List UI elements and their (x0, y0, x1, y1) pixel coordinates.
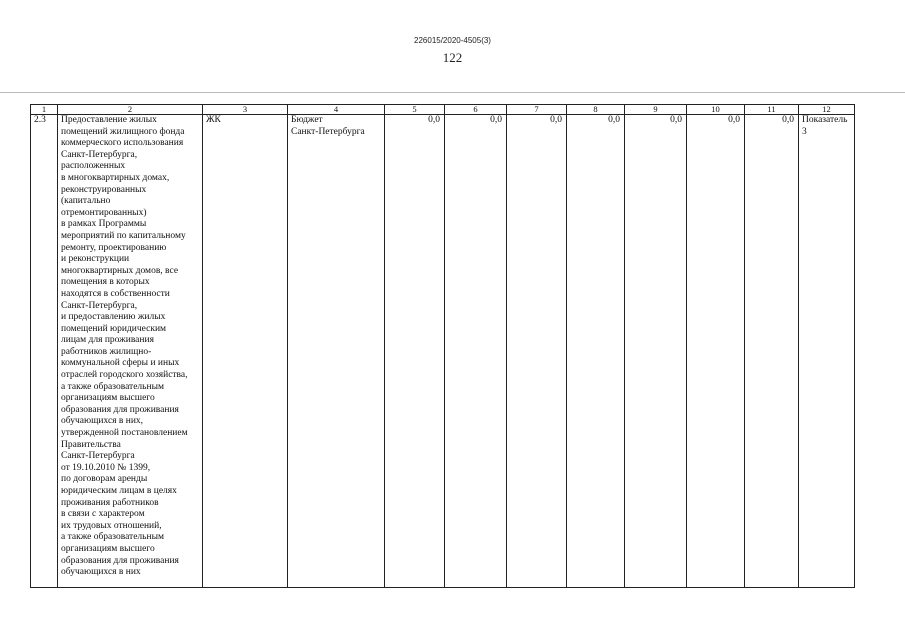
description-line: проживания работников (61, 497, 159, 508)
description-line: Санкт-Петербурга, (61, 149, 138, 160)
program-table (30, 104, 855, 588)
description-line: а также образовательным (61, 532, 164, 543)
description-line: многоквартирных домов, все (61, 265, 179, 276)
column-header-7: 7 (507, 105, 567, 115)
description-line: мероприятий по капитальному (61, 230, 186, 241)
description-line: (капитально (61, 196, 111, 207)
description-line: и реконструкции (61, 254, 130, 265)
description-line: Предоставление жилых (61, 115, 157, 125)
description-line: образования для проживания (61, 404, 179, 415)
description-line: отраслей городского хозяйства, (61, 370, 188, 381)
value-col-11: 0,0 (745, 115, 799, 588)
value-col-9: 0,0 (625, 115, 687, 588)
description-line: помещения в которых (61, 277, 150, 288)
description-line: организациям высшего (61, 393, 155, 404)
item-number: 2.3 (31, 115, 58, 588)
description-line: по договорам аренды (61, 474, 148, 485)
description-line: юридическим лицам в целях (61, 486, 177, 496)
value-col-6: 0,0 (445, 115, 507, 588)
description-line: организациям высшего (61, 543, 155, 554)
description-line: в связи с характером (61, 509, 145, 520)
funding-source-line-2: Санкт-Петербурга (291, 126, 365, 137)
column-header-9: 9 (625, 105, 687, 115)
column-header-2: 2 (58, 105, 203, 115)
description-line: в рамках Программы (61, 219, 147, 230)
funding-source-line-1: Бюджет (291, 115, 323, 125)
description-line: ремонту, проектированию (61, 242, 167, 253)
table-row (31, 115, 855, 588)
description-line: работников жилищно- (61, 346, 152, 357)
column-header-10: 10 (687, 105, 745, 115)
description-line: обучающихся в них, (61, 416, 144, 427)
value-col-8: 0,0 (567, 115, 625, 588)
item-description (58, 115, 203, 588)
description-line: образования для проживания (61, 555, 179, 566)
description-line: и предоставлению жилых (61, 312, 166, 323)
column-header-11: 11 (745, 105, 799, 115)
indicator: Показатель 3 (799, 115, 855, 588)
column-header-3: 3 (203, 105, 288, 115)
description-line: в многоквартирных домах, (61, 172, 170, 183)
description-line: коммерческого использования (61, 138, 184, 149)
page-number: 122 (442, 50, 463, 65)
description-line: лицам для проживания (61, 335, 154, 346)
description-line: Санкт-Петербурга (61, 451, 135, 462)
description-line: отремонтированных) (61, 207, 147, 218)
column-header-6: 6 (445, 105, 507, 115)
document-number: 226015/2020-4505(3) (414, 36, 491, 45)
column-header-5: 5 (385, 105, 445, 115)
value-col-5: 0,0 (385, 115, 445, 588)
description-line: помещений юридическим (61, 323, 167, 334)
description-line: коммунальной сферы и иных (61, 358, 180, 369)
column-header-12: 12 (799, 105, 855, 115)
column-header-8: 8 (567, 105, 625, 115)
description-line: помещений жилищного фонда (61, 126, 185, 137)
scan-divider-line (0, 92, 905, 93)
value-col-10: 0,0 (687, 115, 745, 588)
description-line: Санкт-Петербурга, (61, 300, 138, 311)
executor: ЖК (203, 115, 288, 588)
column-header-1: 1 (31, 105, 58, 115)
description-line: их трудовых отношений, (61, 520, 162, 531)
description-line: от 19.10.2010 № 1399, (61, 462, 151, 473)
description-line: реконструированных (61, 184, 147, 195)
column-number-row (31, 105, 855, 115)
description-line: находятся в собственности (61, 288, 170, 299)
description-line: расположенных (61, 161, 126, 172)
description-line: а также образовательным (61, 381, 164, 392)
column-header-4: 4 (288, 105, 385, 115)
description-line: Правительства (61, 439, 121, 450)
funding-source (288, 115, 385, 588)
description-line: обучающихся в них (61, 567, 141, 578)
description-line: утвержденной постановлением (61, 428, 188, 439)
value-col-7: 0,0 (507, 115, 567, 588)
